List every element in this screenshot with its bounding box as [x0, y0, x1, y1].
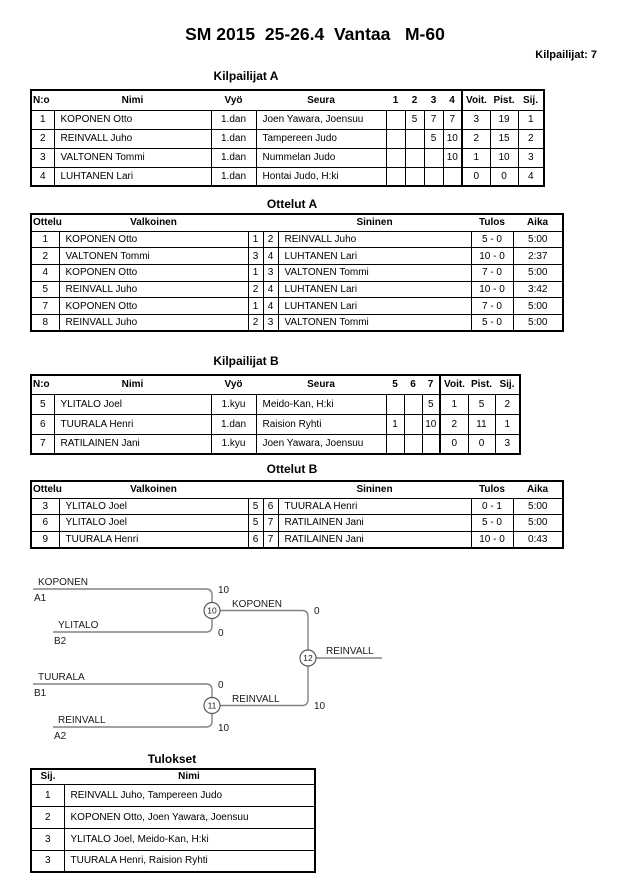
table-row [31, 148, 544, 167]
cell-ottelu: 6 [31, 515, 59, 532]
cell-white-no: 5 [248, 498, 263, 515]
cell-pist: 0 [490, 167, 518, 186]
matches-a-table [30, 213, 564, 332]
cell-nimi: REINVALL Juho, Tampereen Judo [64, 784, 315, 806]
cell-tulos: 0 - 1 [471, 498, 513, 515]
match-number: 10 [207, 605, 217, 616]
col-header-seura: Seura [256, 375, 386, 394]
section-title-pool-b: Kilpailijat B [213, 354, 279, 368]
cell-vyo: 1.dan [211, 110, 256, 129]
col-header-vyo: Vyö [211, 375, 256, 394]
cell-tulos: 5 - 0 [471, 515, 513, 532]
bracket-score: 0 [218, 680, 224, 691]
cell-vyo: 1.dan [211, 167, 256, 186]
bracket-slot-name: KOPONEN [38, 577, 89, 588]
cell-aika: 5:00 [513, 298, 563, 315]
cell-score-vs-5: 1 [386, 414, 404, 434]
col-header-sij: Sij. [31, 769, 64, 784]
cell-sininen: LUHTANEN Lari [278, 298, 471, 315]
table-row [31, 264, 563, 281]
cell-seura: Meido-Kan, H:ki [256, 394, 386, 414]
cell-score-vs-7: 10 [422, 414, 440, 434]
cell-sininen: LUHTANEN Lari [278, 248, 471, 265]
section-title-results: Tulokset [147, 752, 197, 766]
col-header-4: 4 [443, 90, 462, 110]
col-header-tulos: Tulos [471, 214, 513, 231]
bracket-score: 0 [314, 606, 320, 617]
col-header-5: 5 [386, 375, 404, 394]
cell-nimi: KOPONEN Otto [54, 110, 211, 129]
col-header-3: 3 [424, 90, 443, 110]
cell-voit: 2 [440, 414, 468, 434]
bracket-winner-name: REINVALL [232, 694, 280, 705]
col-header-ottelu: Ottelu [31, 481, 59, 498]
cell-sininen: REINVALL Juho [278, 231, 471, 248]
table-row [31, 231, 563, 248]
cell-blue-no: 2 [263, 231, 278, 248]
bracket-score: 10 [218, 723, 230, 734]
col-header-sij: Sij. [495, 375, 520, 394]
cell-score-vs-4: 10 [443, 148, 462, 167]
cell-vyo: 1.dan [211, 414, 256, 434]
cell-no: 1 [31, 110, 54, 129]
results-table [30, 768, 316, 873]
cell-valkoinen: KOPONEN Otto [59, 298, 248, 315]
col-header-no: N:o [31, 90, 54, 110]
cell-sij: 2 [495, 394, 520, 414]
cell-no: 4 [31, 167, 54, 186]
table-header-row [31, 481, 563, 498]
cell-nimi: YLITALO Joel [54, 394, 211, 414]
cell-sininen: RATILAINEN Jani [278, 531, 471, 548]
cell-voit: 1 [440, 394, 468, 414]
cell-aika: 0:43 [513, 531, 563, 548]
col-header-nimi: Nimi [54, 90, 211, 110]
col-header-sininen: Sininen [278, 481, 471, 498]
cell-score-vs-5 [386, 434, 404, 454]
col-header-sij: Sij. [518, 90, 544, 110]
table-row [31, 850, 315, 872]
cell-white-no: 5 [248, 515, 263, 532]
cell-valkoinen: REINVALL Juho [59, 314, 248, 331]
cell-ottelu: 4 [31, 264, 59, 281]
cell-score-vs-3: 5 [424, 129, 443, 148]
cell-no: 3 [31, 148, 54, 167]
cell-score-vs-6 [404, 434, 422, 454]
col-header-blue-no [263, 481, 278, 498]
cell-aika: 5:00 [513, 264, 563, 281]
cell-tulos: 7 - 0 [471, 264, 513, 281]
cell-pist: 0 [468, 434, 495, 454]
table-row [31, 110, 544, 129]
table-row [31, 828, 315, 850]
table-row [31, 298, 563, 315]
cell-sininen: LUHTANEN Lari [278, 281, 471, 298]
bracket-seed-label: A1 [34, 593, 47, 604]
cell-score-vs-5 [386, 394, 404, 414]
cell-tulos: 10 - 0 [471, 531, 513, 548]
pool-b-table [30, 374, 521, 455]
cell-valkoinen: YLITALO Joel [59, 498, 248, 515]
cell-sij: 3 [31, 828, 64, 850]
cell-valkoinen: VALTONEN Tommi [59, 248, 248, 265]
cell-seura: Nummelan Judo [256, 148, 386, 167]
cell-aika: 5:00 [513, 515, 563, 532]
cell-seura: Raision Ryhti [256, 414, 386, 434]
cell-voit: 2 [462, 129, 490, 148]
cell-tulos: 10 - 0 [471, 281, 513, 298]
pool-a-table [30, 89, 545, 187]
col-header-valkoinen: Valkoinen [59, 481, 248, 498]
table-row [31, 806, 315, 828]
cell-no: 2 [31, 129, 54, 148]
table-row [31, 394, 520, 414]
cell-sij: 4 [518, 167, 544, 186]
cell-white-no: 3 [248, 248, 263, 265]
cell-blue-no: 6 [263, 498, 278, 515]
table-header-row [31, 214, 563, 231]
cell-score-vs-2 [405, 129, 424, 148]
cell-pist: 11 [468, 414, 495, 434]
cell-white-no: 1 [248, 231, 263, 248]
cell-sij: 1 [495, 414, 520, 434]
bracket-winner-name: KOPONEN [232, 599, 283, 610]
table-row [31, 248, 563, 265]
cell-sij: 1 [31, 784, 64, 806]
cell-sij: 1 [518, 110, 544, 129]
cell-sij: 3 [518, 148, 544, 167]
cell-tulos: 5 - 0 [471, 314, 513, 331]
col-header-sininen: Sininen [278, 214, 471, 231]
cell-score-vs-6 [404, 394, 422, 414]
cell-vyo: 1.kyu [211, 394, 256, 414]
cell-score-vs-4: 10 [443, 129, 462, 148]
cell-sij: 2 [31, 806, 64, 828]
table-row [31, 434, 520, 454]
cell-pist: 10 [490, 148, 518, 167]
bracket-score: 10 [314, 701, 326, 712]
table-header-row [31, 769, 315, 784]
cell-blue-no: 4 [263, 298, 278, 315]
cell-blue-no: 4 [263, 248, 278, 265]
cell-blue-no: 4 [263, 281, 278, 298]
cell-voit: 0 [462, 167, 490, 186]
cell-white-no: 1 [248, 264, 263, 281]
cell-valkoinen: KOPONEN Otto [59, 231, 248, 248]
col-header-seura: Seura [256, 90, 386, 110]
col-header-white-no [248, 481, 263, 498]
col-header-7: 7 [422, 375, 440, 394]
col-header-pist: Pist. [468, 375, 495, 394]
col-header-aika: Aika [513, 214, 563, 231]
cell-tulos: 7 - 0 [471, 298, 513, 315]
cell-score-vs-4: 7 [443, 110, 462, 129]
col-header-tulos: Tulos [471, 481, 513, 498]
col-header-1: 1 [386, 90, 405, 110]
col-header-ottelu: Ottelu [31, 214, 59, 231]
cell-vyo: 1.dan [211, 148, 256, 167]
col-header-vyo: Vyö [211, 90, 256, 110]
cell-score-vs-7 [422, 434, 440, 454]
cell-score-vs-3: 7 [424, 110, 443, 129]
cell-score-vs-1 [386, 167, 405, 186]
cell-seura: Joen Yawara, Joensuu [256, 110, 386, 129]
cell-voit: 1 [462, 148, 490, 167]
col-header-nimi: Nimi [54, 375, 211, 394]
bracket-score: 0 [218, 628, 224, 639]
playoff-bracket [0, 560, 630, 755]
cell-white-no: 6 [248, 531, 263, 548]
col-header-valkoinen: Valkoinen [59, 214, 248, 231]
matches-b-table [30, 480, 564, 549]
cell-score-vs-2: 5 [405, 110, 424, 129]
final-connector [220, 611, 308, 706]
col-header-voit: Voit. [462, 90, 490, 110]
cell-nimi: TUURALA Henri, Raision Ryhti [64, 850, 315, 872]
section-title-matches-a: Ottelut A [266, 197, 318, 211]
cell-white-no: 2 [248, 281, 263, 298]
table-row [31, 414, 520, 434]
section-title-pool-a: Kilpailijat A [213, 69, 279, 83]
cell-tulos: 5 - 0 [471, 231, 513, 248]
bracket-seed-label: A2 [54, 731, 67, 742]
bracket-slot-name: TUURALA [38, 672, 85, 683]
col-header-no: N:o [31, 375, 54, 394]
table-row [31, 281, 563, 298]
cell-score-vs-6 [404, 414, 422, 434]
cell-sininen: VALTONEN Tommi [278, 264, 471, 281]
cell-sininen: VALTONEN Tommi [278, 314, 471, 331]
cell-valkoinen: REINVALL Juho [59, 281, 248, 298]
cell-ottelu: 7 [31, 298, 59, 315]
table-row [31, 515, 563, 532]
cell-ottelu: 3 [31, 498, 59, 515]
cell-seura: Tampereen Judo [256, 129, 386, 148]
bracket-slot-name: REINVALL [58, 715, 106, 726]
cell-no: 7 [31, 434, 54, 454]
cell-blue-no: 3 [263, 314, 278, 331]
bracket-seed-label: B2 [54, 636, 67, 647]
cell-voit: 0 [440, 434, 468, 454]
bracket-champion-name: REINVALL [326, 646, 374, 657]
cell-no: 5 [31, 394, 54, 414]
cell-nimi: VALTONEN Tommi [54, 148, 211, 167]
cell-blue-no: 7 [263, 531, 278, 548]
col-header-blue-no [263, 214, 278, 231]
table-row [31, 498, 563, 515]
cell-pist: 19 [490, 110, 518, 129]
bracket-score: 10 [218, 585, 230, 596]
cell-seura: Hontai Judo, H:ki [256, 167, 386, 186]
bracket-seed-label: B1 [34, 688, 47, 699]
cell-score-vs-4 [443, 167, 462, 186]
cell-sij: 2 [518, 129, 544, 148]
match-number: 12 [303, 653, 313, 663]
cell-nimi: REINVALL Juho [54, 129, 211, 148]
cell-voit: 3 [462, 110, 490, 129]
table-row [31, 314, 563, 331]
cell-ottelu: 9 [31, 531, 59, 548]
cell-ottelu: 2 [31, 248, 59, 265]
cell-ottelu: 1 [31, 231, 59, 248]
table-row [31, 531, 563, 548]
col-header-nimi: Nimi [64, 769, 315, 784]
page-title: SM 2015 25-26.4 Vantaa M-60 [185, 24, 445, 44]
cell-aika: 2:37 [513, 248, 563, 265]
cell-pist: 5 [468, 394, 495, 414]
col-header-voit: Voit. [440, 375, 468, 394]
cell-ottelu: 8 [31, 314, 59, 331]
section-title-matches-b: Ottelut B [266, 462, 318, 476]
cell-aika: 5:00 [513, 231, 563, 248]
cell-valkoinen: KOPONEN Otto [59, 264, 248, 281]
cell-blue-no: 7 [263, 515, 278, 532]
table-header-row [31, 90, 544, 110]
cell-white-no: 2 [248, 314, 263, 331]
cell-sininen: RATILAINEN Jani [278, 515, 471, 532]
col-header-pist: Pist. [490, 90, 518, 110]
cell-score-vs-1 [386, 129, 405, 148]
col-header-white-no [248, 214, 263, 231]
cell-score-vs-3 [424, 167, 443, 186]
cell-score-vs-2 [405, 148, 424, 167]
cell-blue-no: 3 [263, 264, 278, 281]
table-row [31, 129, 544, 148]
cell-aika: 3:42 [513, 281, 563, 298]
col-header-6: 6 [404, 375, 422, 394]
cell-aika: 5:00 [513, 314, 563, 331]
competitor-count: Kilpailijat: 7 [535, 49, 597, 61]
cell-pist: 15 [490, 129, 518, 148]
cell-score-vs-3 [424, 148, 443, 167]
cell-tulos: 10 - 0 [471, 248, 513, 265]
cell-nimi: KOPONEN Otto, Joen Yawara, Joensuu [64, 806, 315, 828]
cell-valkoinen: TUURALA Henri [59, 531, 248, 548]
cell-nimi: LUHTANEN Lari [54, 167, 211, 186]
col-header-2: 2 [405, 90, 424, 110]
cell-score-vs-1 [386, 148, 405, 167]
cell-ottelu: 5 [31, 281, 59, 298]
cell-sij: 3 [495, 434, 520, 454]
match-number: 11 [207, 700, 217, 711]
cell-nimi: RATILAINEN Jani [54, 434, 211, 454]
cell-vyo: 1.dan [211, 129, 256, 148]
cell-score-vs-2 [405, 167, 424, 186]
cell-white-no: 1 [248, 298, 263, 315]
cell-no: 6 [31, 414, 54, 434]
cell-valkoinen: YLITALO Joel [59, 515, 248, 532]
cell-score-vs-7: 5 [422, 394, 440, 414]
col-header-aika: Aika [513, 481, 563, 498]
table-row [31, 784, 315, 806]
cell-aika: 5:00 [513, 498, 563, 515]
cell-sininen: TUURALA Henri [278, 498, 471, 515]
cell-vyo: 1.kyu [211, 434, 256, 454]
cell-sij: 3 [31, 850, 64, 872]
table-row [31, 167, 544, 186]
bracket-slot-name: YLITALO [58, 620, 99, 631]
table-header-row [31, 375, 520, 394]
cell-seura: Joen Yawara, Joensuu [256, 434, 386, 454]
cell-nimi: YLITALO Joel, Meido-Kan, H:ki [64, 828, 315, 850]
cell-score-vs-1 [386, 110, 405, 129]
cell-nimi: TUURALA Henri [54, 414, 211, 434]
